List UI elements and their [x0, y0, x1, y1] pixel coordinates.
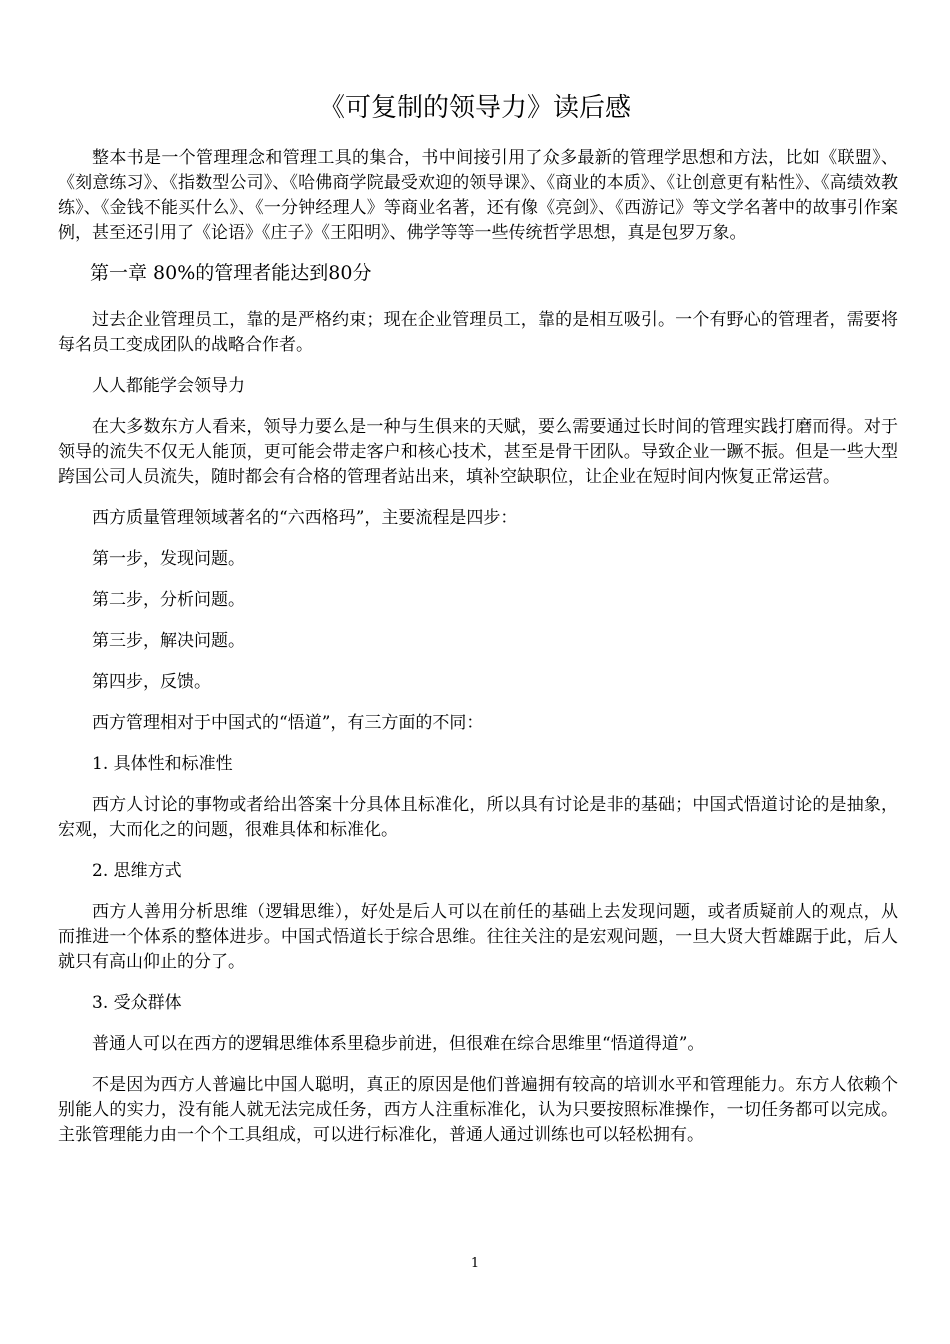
document-body — [58, 146, 898, 1148]
step-item: 第四步，反馈。 — [92, 672, 211, 692]
paragraph: 西方人善用分析思维（逻辑思维），好处是后人可以在前任的基础上去发现问题，或者质疑前人的观点，从而推进一个体系的整体进步。中国式悟道长于综合思维。往往关注的是宏观问题，一旦大贤大哲雄踞于此，后人就只有高山仰止的分了。 — [58, 902, 898, 972]
paragraph: 西方管理相对于中国式的“悟道”，有三方面的不同： — [92, 713, 484, 733]
numbered-heading: 1. 具体性和标准性 — [92, 754, 233, 774]
paragraph: 普通人可以在西方的逻辑思维体系里稳步前进，但很难在综合思维里“悟道得道”。 — [92, 1034, 705, 1054]
numbered-heading: 3. 受众群体 — [92, 993, 182, 1013]
document-title: 《可复制的领导力》读后感 — [318, 93, 631, 123]
paragraph: 西方人讨论的事物或者给出答案十分具体且标准化，所以具有讨论是非的基础；中国式悟道讨论的是抽象，宏观，大而化之的问题，很难具体和标准化。 — [58, 795, 898, 840]
intro-paragraph: 整本书是一个管理理念和管理工具的集合，书中间接引用了众多最新的管理学思想和方法，比如《联盟》、《刻意练习》、《指数型公司》、《哈佛商学院最受欢迎的领导课》、《商业的本质》、《让创意更有粘性》、《高绩效教练》、《金钱不能买什么》、《一分钟经理人》等商业名著，还有像《亮剑》、《西游记》等文学名著中的故事引作案例，甚至还引用了《论语》《庄子》《王阳明》、佛学等等一些传统哲学思想，真是包罗万象。 — [58, 148, 898, 243]
step-item: 第三步，解决问题。 — [92, 631, 245, 651]
step-item: 第二步，分析问题。 — [92, 590, 245, 610]
paragraph: 过去企业管理员工，靠的是严格约束；现在企业管理员工，靠的是相互吸引。一个有野心的管理者，需要将每名员工变成团队的战略合作者。 — [58, 310, 898, 355]
numbered-heading: 2. 思维方式 — [92, 861, 182, 881]
chapter-heading: 第一章 80%的管理者能达到80分 — [90, 262, 372, 284]
step-item: 第一步，发现问题。 — [92, 549, 245, 569]
paragraph: 在大多数东方人看来，领导力要么是一种与生俱来的天赋，要么需要通过长时间的管理实践打磨而得。对于领导的流失不仅无人能顶，更可能会带走客户和核心技术，甚至是骨干团队。导致企业一蹶不振。但是一些大型跨国公司人员流失，随时都会有合格的管理者站出来，填补空缺职位，让企业在短时间内恢复正常运营。 — [58, 417, 898, 487]
section-heading: 人人都能学会领导力 — [92, 376, 245, 396]
paragraph: 西方质量管理领域著名的“六西格玛”，主要流程是四步： — [92, 508, 518, 528]
paragraph: 不是因为西方人普遍比中国人聪明，真正的原因是他们普遍拥有较高的培训水平和管理能力。东方人依赖个别能人的实力，没有能人就无法完成任务，西方人注重标准化，认为只要按照标准操作，一切任务都可以完成。主张管理能力由一个个工具组成，可以进行标准化，普通人通过训练也可以轻松拥有。 — [58, 1075, 898, 1145]
page-number: 1 — [470, 1256, 480, 1271]
